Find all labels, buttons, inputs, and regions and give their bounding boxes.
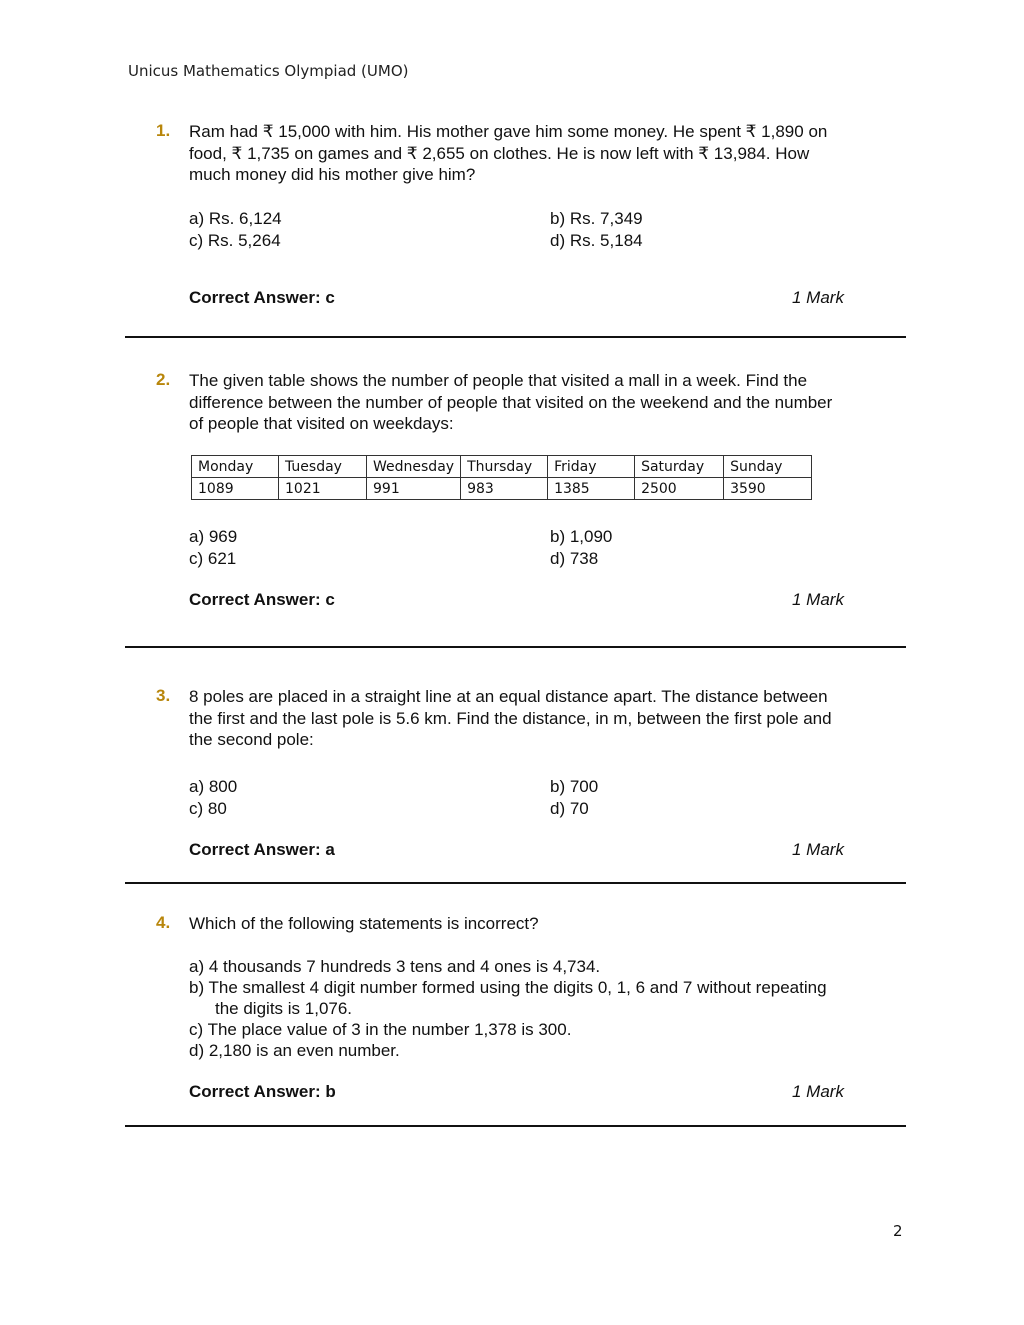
page-number: 2: [893, 1222, 903, 1240]
option-a: a) 800: [189, 777, 238, 796]
option-d: d) 2,180 is an even number.: [189, 1041, 400, 1060]
option-list: [189, 956, 909, 1061]
correct-answer: Correct Answer: b: [189, 1082, 336, 1101]
question-number: 2.: [156, 370, 171, 389]
option-d: d) 738: [550, 549, 599, 568]
table-cell: 1021: [279, 478, 367, 500]
question-line: 8 poles are placed in a straight line at an equal distance apart. The distance between: [189, 687, 828, 706]
question-number: 3.: [156, 686, 171, 705]
option-a: a) 969: [189, 527, 238, 546]
option-a: a) Rs. 6,124: [189, 209, 282, 228]
option-c: c) 80: [189, 799, 227, 818]
option-b: b) 700: [550, 777, 599, 796]
correct-answer: Correct Answer: c: [189, 288, 335, 307]
table-header-cell: Friday: [548, 456, 635, 478]
table-header-cell: Tuesday: [279, 456, 367, 478]
table-header-cell: Saturday: [635, 456, 724, 478]
mark-label: 1 Mark: [792, 590, 844, 609]
correct-answer: Correct Answer: a: [189, 840, 335, 859]
table-header-row: [192, 456, 812, 478]
question-text: [189, 686, 889, 751]
question-line: much money did his mother give him?: [189, 165, 476, 184]
divider: [125, 882, 906, 884]
question-line: Ram had ₹ 15,000 with him. His mother gave him some money. He spent ₹ 1,890 on: [189, 122, 828, 141]
option-b: b) The smallest 4 digit number formed using the digits 0, 1, 6 and 7 without repeating: [189, 978, 827, 997]
table-header-cell: Thursday: [461, 456, 548, 478]
mark-label: 1 Mark: [792, 1082, 844, 1101]
table-header-cell: Wednesday: [367, 456, 461, 478]
page-header: Unicus Mathematics Olympiad (UMO): [128, 62, 409, 80]
option-c: c) 621: [189, 549, 237, 568]
question-line: the first and the last pole is 5.6 km. Find the distance, in m, between the first pole and: [189, 708, 832, 728]
table-cell: 3590: [724, 478, 812, 500]
table-cell: 2500: [635, 478, 724, 500]
visitors-table: [191, 455, 812, 500]
mark-label: 1 Mark: [792, 840, 844, 859]
question-line: of people that visited on weekdays:: [189, 414, 454, 433]
question-text: [189, 913, 889, 935]
mark-label: 1 Mark: [792, 288, 844, 307]
question-number: 4.: [156, 913, 171, 932]
option-b: b) 1,090: [550, 527, 613, 546]
option-b: b) Rs. 7,349: [550, 209, 643, 228]
question-line: difference between the number of people that visited on the weekend and the number: [189, 392, 833, 412]
divider: [125, 646, 906, 648]
option-d: d) Rs. 5,184: [550, 231, 643, 250]
option-d: d) 70: [550, 799, 589, 818]
correct-answer: Correct Answer: c: [189, 590, 335, 609]
question-text: [189, 121, 889, 186]
table-header-cell: Monday: [192, 456, 279, 478]
table-row: [192, 478, 812, 500]
table-cell: 1385: [548, 478, 635, 500]
divider: [125, 336, 906, 338]
question-line: food, ₹ 1,735 on games and ₹ 2,655 on clothes. He is now left with ₹ 13,984. How: [189, 143, 810, 163]
question-line: Which of the following statements is incorrect?: [189, 914, 539, 933]
question-text: [189, 370, 889, 435]
option-c: c) The place value of 3 in the number 1,378 is 300.: [189, 1020, 572, 1039]
divider: [125, 1125, 906, 1127]
option-a: a) 4 thousands 7 hundreds 3 tens and 4 ones is 4,734.: [189, 957, 601, 976]
question-number: 1.: [156, 121, 171, 140]
question-line: The given table shows the number of people that visited a mall in a week. Find the: [189, 371, 808, 390]
question-line: the second pole:: [189, 730, 314, 749]
table-header-cell: Sunday: [724, 456, 812, 478]
table-cell: 1089: [192, 478, 279, 500]
table-cell: 991: [367, 478, 461, 500]
option-b-continued: the digits is 1,076.: [215, 999, 353, 1018]
option-c: c) Rs. 5,264: [189, 231, 281, 250]
table-cell: 983: [461, 478, 548, 500]
